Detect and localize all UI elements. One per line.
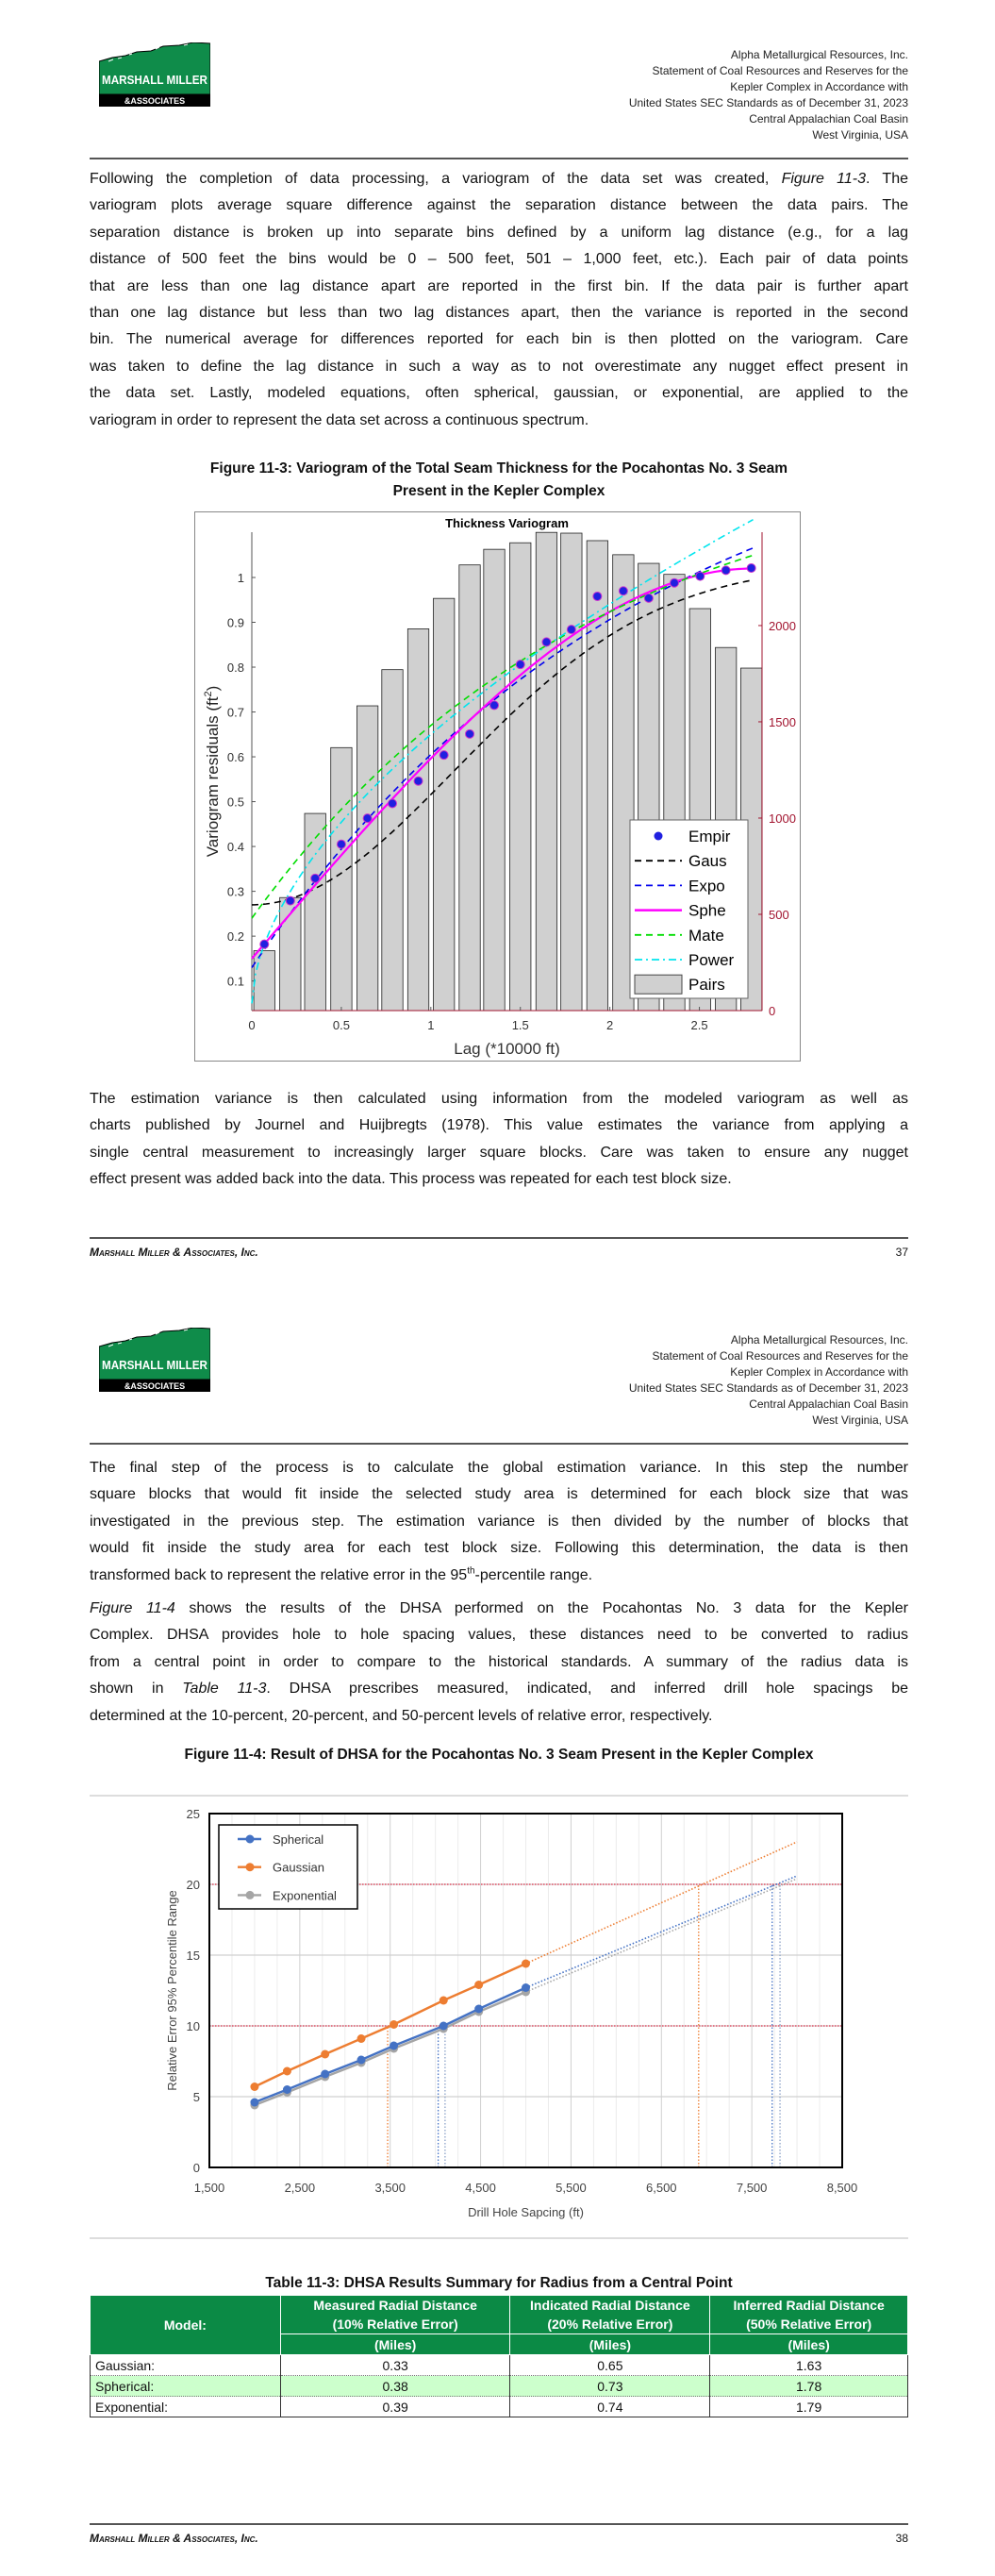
column-header-inferred [710,2296,908,2334]
text-line [90,326,908,353]
text-span: investigated in the previous step. The estimation variance is then divided by the number of blocks that [90,1513,908,1530]
model-cell: Exponential: [91,2397,281,2417]
data-point-spherical [439,2022,448,2031]
empirical-point [696,572,705,580]
header-line: Kepler Complex in Accordance with [730,1365,908,1379]
text-line [90,1112,908,1139]
column-header-measured [280,2296,510,2334]
x-tick-label: 4,500 [465,2181,496,2195]
x-tick-label: 0.5 [332,1018,350,1032]
header-line: Kepler Complex in Accordance with [730,80,908,93]
data-point-gaussian [357,2034,366,2043]
empirical-point [593,592,602,600]
y-label-superscript: 2 [203,691,214,697]
text-line [90,1596,908,1622]
text-span: The final step of the process is to calculate the global estimation variance. In this step the number [90,1460,908,1476]
empirical-point [670,578,678,587]
figure-reference: Figure 11-3 [781,171,867,187]
table-header-row [91,2296,908,2334]
y-tick-label: 0.7 [226,705,244,720]
legend-label: Gaus [688,852,727,871]
figure-11-3-caption [90,458,908,503]
text-span: . DHSA prescribes measured, indicated, and inferred drill hole spacings be [266,1681,908,1698]
y-tick-label: 0.2 [226,929,244,945]
text-line [90,1676,908,1702]
text-line [90,1455,908,1481]
text-line [90,380,908,407]
data-point-spherical [283,2085,291,2094]
data-point-gaussian [390,2020,398,2029]
data-point-gaussian [439,1997,448,2005]
empirical-point [721,566,730,575]
text-span: single central measurement to increasingly larger square blocks. Care was taken to ensure any nugget [90,1144,908,1161]
data-point-spherical [390,2042,398,2050]
text-span: determined at the 10-percent, 20-percent, and 50-percent levels of relative error, respectively. [90,1707,713,1724]
header-line: Central Appalachian Coal Basin [749,112,908,125]
table-row [91,2355,908,2376]
text-span: that are less than one lag distance apart are reported in the first bin. If the data pair is further apart [90,277,908,294]
value-cell: 1.79 [710,2397,908,2417]
x-tick-label: 2,500 [284,2181,316,2195]
text-line [90,220,908,246]
value-cell: 0.38 [280,2376,510,2397]
y-label-text: ) [204,685,222,692]
text-span: transformed back to represent the relative error in the 95 [90,1566,468,1583]
text-span: separation distance is broken up into separate bins defined by a uniform lag distance (e.g., for a lag [90,224,908,241]
text-line [90,1481,908,1508]
header-line: Alpha Metallurgical Resources, Inc. [730,1333,908,1347]
y-tick-label: 0.8 [226,661,244,676]
paragraph-global-estimation [90,1455,908,1589]
header-line: (10% Relative Error) [332,2317,458,2332]
header-line: Central Appalachian Coal Basin [749,1397,908,1411]
header-line: (20% Relative Error) [547,2317,673,2332]
y2-tick-label: 2000 [769,618,796,633]
empirical-point [286,896,294,905]
text-span: . The [866,171,908,187]
superscript: th [467,1565,475,1577]
y-label-text: Variogram residuals (ft [204,696,222,858]
data-point-spherical [250,2099,258,2107]
x-tick-label: 7,500 [736,2181,768,2195]
text-span: -percentile range. [474,1566,593,1583]
text-line [90,1703,908,1730]
empirical-point [414,777,423,785]
column-header-indicated [510,2296,710,2334]
y-tick-label: 0.4 [226,840,244,855]
legend-label: Exponential [273,1888,337,1903]
header-line: West Virginia, USA [812,1413,908,1427]
dhsa-results-table [90,2295,908,2417]
x-tick-label: 6,500 [646,2181,677,2195]
empirical-point [439,751,448,760]
text-line [90,1166,908,1193]
document-header [437,1332,908,1429]
x-tick-label: 1,500 [193,2181,225,2195]
value-cell: 0.65 [510,2355,710,2376]
empirical-point [389,799,397,808]
text-span: shown in [90,1681,183,1698]
x-tick-label: 0 [248,1018,256,1032]
chart-title: Thickness Variogram [445,516,569,530]
figure-11-4-caption: Figure 11-4: Result of DHSA for the Pocahontas No. 3 Seam Present in the Kepler Complex [184,1747,814,1763]
text-line [90,246,908,273]
dhsa-chart [160,1798,858,2236]
legend-marker [246,1891,255,1899]
text-line [90,354,908,380]
header-line: Inferred Radial Distance [733,2298,885,2313]
company-logo [99,42,210,107]
model-cell: Gaussian: [91,2355,281,2376]
header-line: Indicated Radial Distance [530,2298,690,2313]
pairs-bar [331,747,352,1011]
text-line [90,300,908,326]
figure-reference: Figure 11-4 [90,1600,175,1616]
figure-reference: Table 11-3 [182,1681,267,1698]
empirical-point [363,814,372,823]
footer-rule [90,2523,908,2525]
paragraph-estimation-variance [90,1086,908,1194]
empirical-point [747,564,755,573]
empirical-point [311,874,320,882]
pairs-bar [459,565,480,1011]
table-row [91,2376,908,2397]
paragraph-dhsa-results [90,1596,908,1730]
chart-legend [630,820,748,998]
chart-legend [219,1825,357,1909]
page-number: 37 [895,1246,908,1259]
header-rule [90,1443,908,1445]
text-span: shows the results of the DHSA performed on the Pocahontas No. 3 data for the Kepler [174,1600,908,1616]
value-cell: 0.74 [510,2397,710,2417]
pairs-bar [305,813,325,1011]
data-point-spherical [474,2005,483,2014]
header-line: Statement of Coal Resources and Reserves for the [652,1349,908,1363]
empirical-point [644,594,653,602]
footer-company: Marshall Miller & Associates, Inc. [90,1246,258,1259]
text-line [90,1622,908,1648]
text-span: square blocks that would fit inside the selected study area is determined for each block size that was [90,1486,908,1503]
text-span: from a central point in order to compare to the historical standards. A summary of the radius data is [90,1653,908,1670]
value-cell: 0.33 [280,2355,510,2376]
data-point-gaussian [522,1960,530,1968]
x-axis-label: Lag (*10000 ft) [454,1040,560,1058]
unit-label: (Miles) [710,2334,908,2355]
empirical-point [567,626,575,634]
empirical-point [542,638,551,646]
legend-label: Expo [688,877,725,895]
text-line [90,1649,908,1676]
empirical-point [466,729,474,738]
text-line [90,274,908,300]
data-point-gaussian [283,2067,291,2076]
y2-tick-label: 500 [769,907,789,922]
x-axis-label: Drill Hole Sapcing (ft) [468,2205,584,2219]
text-line [90,1086,908,1112]
caption-line: Present in the Kepler Complex [392,483,605,499]
y-tick-label: 1 [237,570,244,585]
model-cell: Spherical: [91,2376,281,2397]
document-header [437,47,908,143]
pairs-bar [433,598,454,1011]
text-span: the data set. Lastly, modeled equations, often spherical, gaussian, or exponential, are applied to the [90,385,908,402]
text-line [90,1140,908,1166]
text-span: variogram in order to represent the data set across a continuous spectrum. [90,411,589,428]
value-cell: 1.63 [710,2355,908,2376]
y-axis-label: Relative Error 95% Percentile Range [165,1890,179,2091]
data-point-spherical [321,2070,329,2079]
y-tick-label: 0.6 [226,750,244,765]
y-tick-label: 15 [186,1949,200,1963]
text-line [90,408,908,434]
x-tick-label: 3,500 [374,2181,406,2195]
header-line: United States SEC Standards as of December 31, 2023 [628,1381,908,1395]
legend-label: Spherical [273,1832,324,1847]
logo-subtitle: &ASSOCIATES [124,96,186,106]
pairs-bar [382,670,403,1011]
logo-wordmark: MARSHALL MILLER [102,1359,207,1372]
legend-label: Mate [688,926,724,945]
pairs-bar [357,706,377,1011]
company-logo [99,1328,210,1392]
text-span: than one lag distance but less than two lag distances apart, then the variance is reported in the second [90,304,908,321]
text-line [90,1563,908,1589]
data-point-gaussian [474,1981,483,1989]
header-line: (50% Relative Error) [746,2317,872,2332]
variogram-chart [194,511,801,1062]
x-tick-label: 1.5 [511,1018,529,1032]
y-tick-label: 10 [186,2019,200,2033]
y-tick-label: 0.5 [226,795,244,810]
pairs-bar [484,549,505,1011]
empirical-point [260,940,269,948]
y-tick-label: 5 [192,2090,200,2104]
header-line: Alpha Metallurgical Resources, Inc. [730,48,908,61]
pairs-bar [536,532,556,1011]
logo-wordmark: MARSHALL MILLER [102,74,207,87]
text-span: charts published by Journel and Huijbregts (1978). This value estimates the variance from applying a [90,1117,908,1134]
legend-label: Gaussian [273,1860,324,1875]
y2-tick-label: 1000 [769,811,796,826]
logo-subtitle: &ASSOCIATES [124,1381,186,1391]
x-tick-label: 1 [427,1018,435,1032]
header-line: West Virginia, USA [812,128,908,142]
header-rule [90,158,908,159]
chart-border-top [90,1795,908,1797]
text-line [90,192,908,219]
data-point-gaussian [321,2050,329,2059]
x-tick-label: 8,500 [826,2181,858,2195]
pairs-bar [510,543,531,1011]
pairs-bar [561,533,582,1011]
legend-bar-swatch [635,975,682,994]
legend-marker [246,1835,255,1844]
y-axis-label [203,686,222,858]
empirical-point [516,661,524,669]
caption-line: Figure 11-3: Variogram of the Total Seam Thickness for the Pocahontas No. 3 Seam [209,460,788,477]
y-tick-label: 0.3 [226,884,244,899]
column-header-model: Model: [91,2296,281,2355]
pairs-bar [587,541,607,1011]
text-span: The estimation variance is then calculated using information from the modeled variogram as well as [90,1091,908,1107]
y-tick-label: 0.9 [226,615,244,630]
text-line [90,1509,908,1535]
unit-label: (Miles) [510,2334,710,2355]
data-point-spherical [522,1983,530,1992]
legend-marker [246,1863,255,1871]
text-span: Complex. DHSA provides hole to hole spacing values, these distances need to be converted to radius [90,1627,908,1644]
chart-border-bottom [90,2237,908,2239]
footer-company: Marshall Miller & Associates, Inc. [90,2532,258,2545]
data-point-spherical [357,2056,366,2065]
table-11-3-caption: Table 11-3: DHSA Results Summary for Radius from a Central Point [265,2275,733,2291]
value-cell: 0.39 [280,2397,510,2417]
header-line: Statement of Coal Resources and Reserves for the [652,64,908,77]
text-span: distance of 500 feet the bins would be 0 – 500 feet, 501 – 1,000 feet, etc.). Each pair of data points [90,251,908,268]
empirical-point [337,840,345,848]
x-tick-label: 2 [606,1018,614,1032]
empirical-point [619,587,627,595]
legend-label: Pairs [688,976,725,995]
y-tick-label: 25 [186,1807,200,1821]
y-tick-label: 20 [186,1878,200,1892]
text-span: effect present was added back into the data. This process was repeated for each test block size. [90,1171,732,1188]
x-tick-label: 5,500 [556,2181,587,2195]
text-span: variogram plots average square difference against the separation distance between the data pairs. The [90,197,908,214]
page-number: 38 [895,2532,908,2545]
paragraph-variogram-intro [90,166,908,434]
table-row [91,2397,908,2417]
value-cell: 0.73 [510,2376,710,2397]
text-span: Following the completion of data processing, a variogram of the data set was created, [90,171,782,187]
text-line [90,166,908,192]
y-tick-label: 0.1 [226,974,244,989]
y2-tick-label: 0 [769,1004,776,1018]
x-tick-label: 2.5 [690,1018,708,1032]
pairs-bar [407,628,428,1011]
empirical-point [490,701,499,710]
text-line [90,1535,908,1562]
unit-label: (Miles) [280,2334,510,2355]
legend-label: Empir [688,828,731,845]
value-cell: 1.78 [710,2376,908,2397]
header-line: Measured Radial Distance [313,2298,477,2313]
header-line: United States SEC Standards as of December 31, 2023 [628,96,908,109]
footer-rule [90,1237,908,1239]
y2-tick-label: 1500 [769,714,796,729]
data-point-gaussian [250,2083,258,2091]
legend-label: Power [688,951,735,969]
text-span: would fit inside the study area for each test block size. Following this determination, the data is then [90,1540,908,1557]
text-span: was taken to define the lag distance in such a way as to not overestimate any nugget effect present in [90,358,908,375]
text-span: bin. The numerical average for differences reported for each bin is then plotted on the variogram. Care [90,331,908,348]
pairs-bar [254,951,274,1011]
legend-label: Sphe [688,901,726,920]
y-tick-label: 0 [192,2161,200,2175]
legend-empirical-marker [655,832,663,841]
